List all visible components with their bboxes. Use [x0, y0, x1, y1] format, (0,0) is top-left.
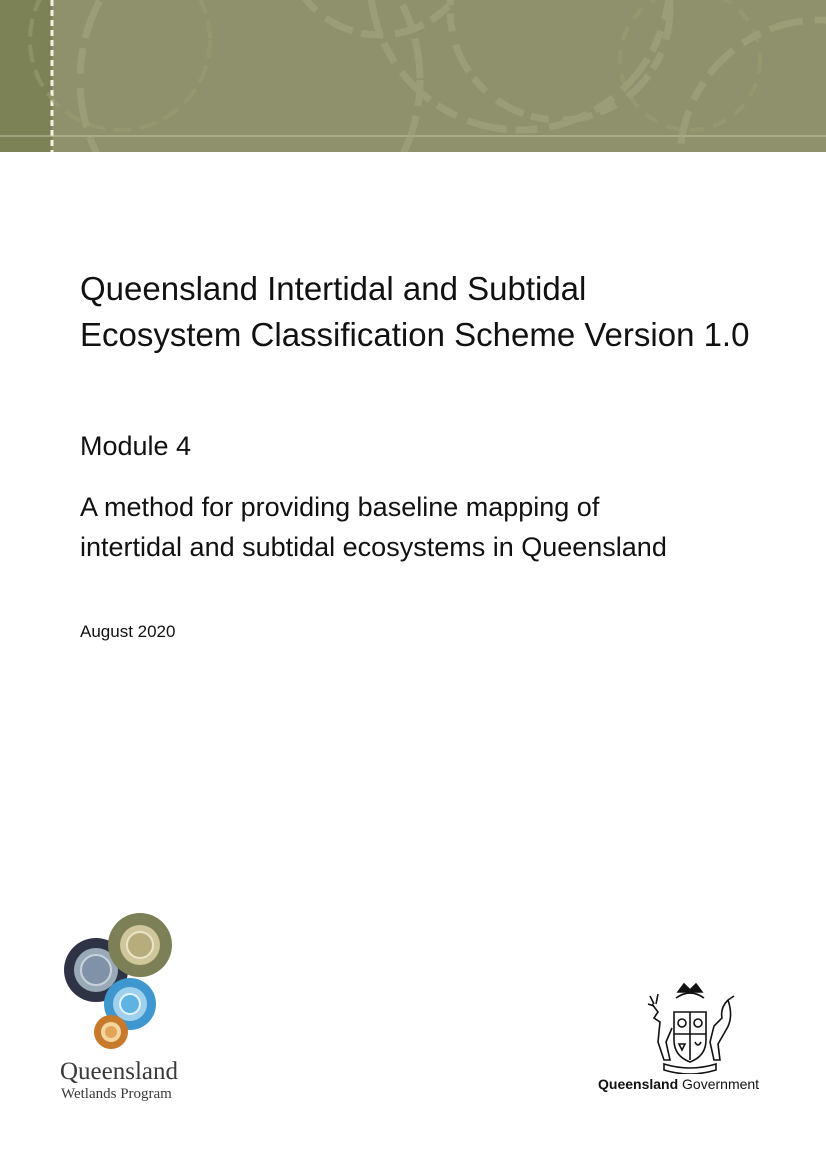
header-banner — [0, 0, 826, 152]
publication-date: August 2020 — [80, 622, 176, 641]
subtitle-line-1: A method for providing baseline mapping of — [80, 492, 600, 522]
wetlands-logo-name: Queensland — [60, 1058, 179, 1085]
banner-texture — [0, 0, 826, 152]
government-logo-name-bold: Queensland — [598, 1076, 679, 1092]
wetlands-program-logo — [58, 912, 208, 1104]
document-title — [80, 266, 800, 358]
queensland-government-logo — [596, 982, 796, 1097]
wetlands-logo-program: Wetlands Program — [61, 1086, 172, 1102]
document-subtitle — [80, 487, 800, 567]
government-logo-label — [598, 1076, 759, 1092]
module-heading: Module 4 — [80, 431, 192, 461]
title-line-1: Queensland Intertidal and Subtidal — [80, 270, 587, 307]
government-logo-name-regular: Government — [682, 1076, 760, 1092]
wetlands-circles-icon — [58, 912, 188, 1052]
title-line-2: Ecosystem Classification Scheme Version 1.0 — [80, 316, 750, 353]
subtitle-line-2: intertidal and subtidal ecosystems in Queensland — [80, 532, 667, 562]
coat-of-arms-icon — [640, 982, 740, 1074]
